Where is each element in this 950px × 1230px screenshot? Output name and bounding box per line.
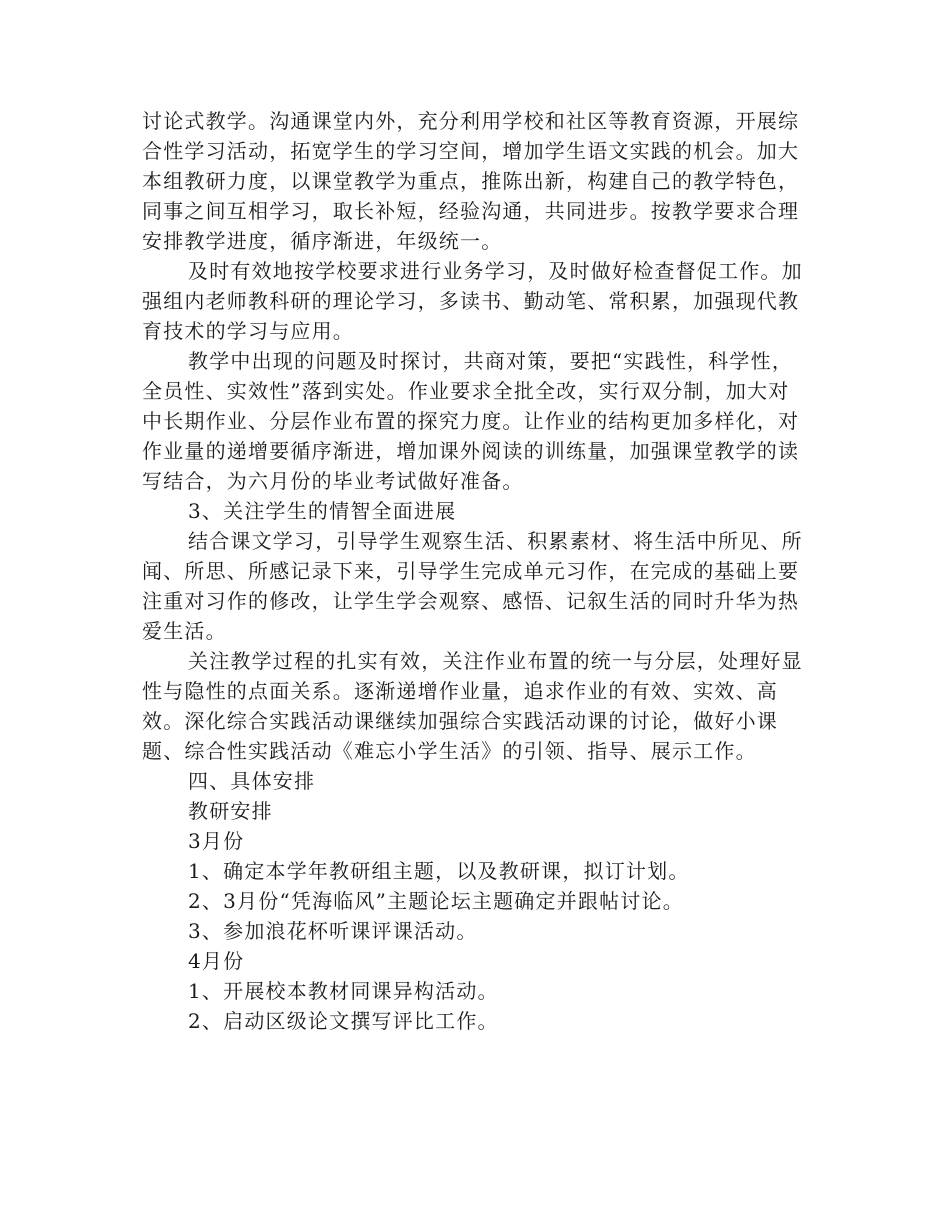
paragraph: 讨论式教学。沟通课堂内外，充分利用学校和社区等教育资源，开展综合性学习活动，拓宽学生的学习空间，增加学生语文实践的机会。加大本组教研力度，以课堂教学为重点，推陈出新，构建自己的教学特色，同事之间互相学习，取长补短，经验沟通，共同进步。按教学要求合理安排教学进度，循序渐进，年级统一。 <box>142 109 800 253</box>
paragraph: 及时有效地按学校要求进行业务学习，及时做好检查督促工作。加强组内老师教科研的理论学习，多读书、勤动笔、常积累，加强现代教育技术的学习与应用。 <box>142 259 803 343</box>
list-item: 2、启动区级论文撰写评比工作。 <box>188 1009 499 1033</box>
list-item: 1、开展校本教材同课异构活动。 <box>188 979 499 1003</box>
document-body <box>142 106 808 1036</box>
paragraph: 教学中出现的问题及时探讨，共商对策，要把“实践性，科学性，全员性、实效性”落到实处。作业要求全批全改，实行双分制，加大对中长期作业、分层作业布置的探究力度。让作业的结构更加多样化，对作业量的递增要循序渐进，增加课外阅读的训练量，加强课堂教学的读写结合，为六月份的毕业考试做好准备。 <box>142 349 800 493</box>
month-heading: 4月份 <box>188 949 245 973</box>
list-item: 3、参加浪花杯听课评课活动。 <box>188 919 478 943</box>
list-item: 1、确定本学年教研组主题，以及教研课，拟订计划。 <box>188 859 690 883</box>
section-heading: 四、具体安排 <box>188 769 316 793</box>
section-heading: 3、关注学生的情智全面进展 <box>188 499 457 523</box>
month-heading: 3月份 <box>188 829 245 853</box>
paragraph: 结合课文学习，引导学生观察生活、积累素材、将生活中所见、所闻、所思、所感记录下来，引导学生完成单元习作，在完成的基础上要注重对习作的修改，让学生学会观察、感悟、记叙生活的同时升华为热爱生活。 <box>142 529 803 643</box>
list-item: 2、3月份“凭海临风”主题论坛主题确定并跟帖讨论。 <box>188 889 684 913</box>
subsection-heading: 教研安排 <box>188 799 273 823</box>
paragraph: 关注教学过程的扎实有效，关注作业布置的统一与分层，处理好显性与隐性的点面关系。逐渐递增作业量，追求作业的有效、实效、高效。深化综合实践活动课继续加强综合实践活动课的讨论，做好小课题、综合性实践活动《难忘小学生活》的引领、指导、展示工作。 <box>142 649 803 763</box>
